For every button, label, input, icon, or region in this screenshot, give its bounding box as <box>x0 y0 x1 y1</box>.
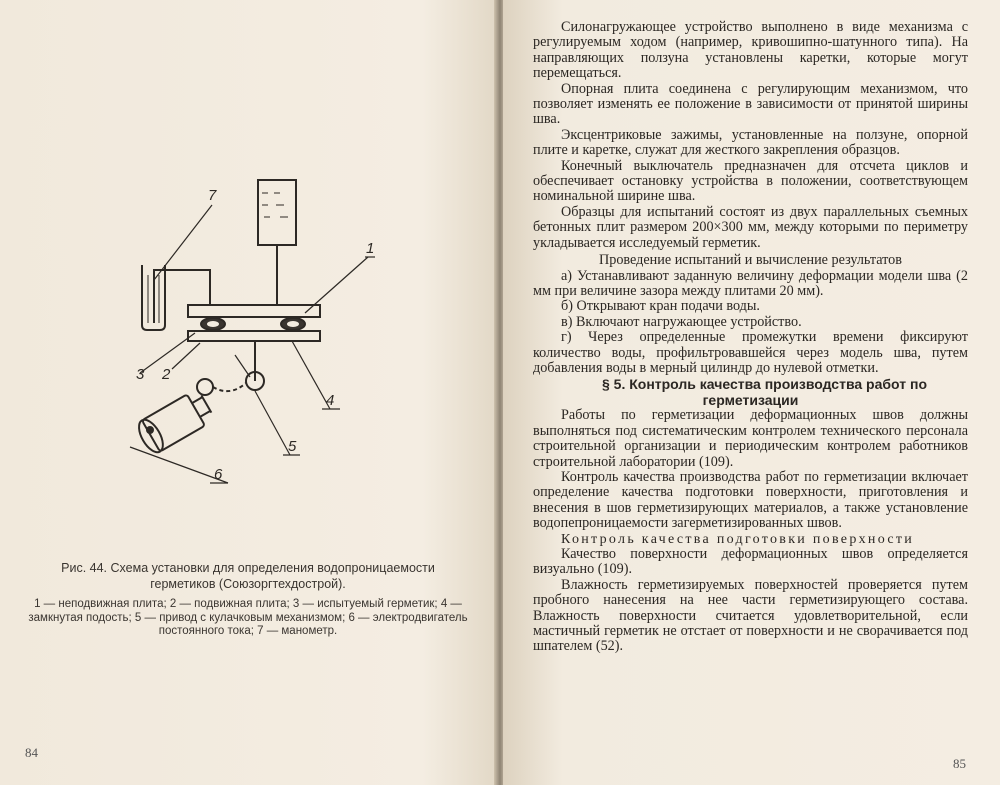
paragraph: Качество поверхности деформационных швов определяется визуально (109). <box>533 546 968 578</box>
paragraph: Влажность герметизируемых поверхностей проверяется путем пробного нанесения на нее части герметизирующего состава. Влажность поверхности считается удовлетворительной, если мастичный герметик не отстает от поверхности и не сворачивается под шпателем (52). <box>533 576 968 655</box>
figure-label-2: 2 <box>162 366 171 383</box>
right-page-text <box>533 20 968 655</box>
water-tank <box>258 180 296 245</box>
fixed-plate <box>188 305 320 317</box>
figure-44-diagram <box>100 165 400 505</box>
page-number-right: 85 <box>953 756 966 771</box>
apparatus-schematic <box>100 165 400 505</box>
procedure-step: б) Открывают кран подачи воды. <box>561 298 760 315</box>
figure-label-7: 7 <box>208 187 217 204</box>
electric-motor <box>134 388 215 456</box>
figure-label-4: 4 <box>326 392 335 409</box>
procedure-heading: Проведение испытаний и вычисление результатов <box>599 252 902 269</box>
movable-plate <box>188 331 320 341</box>
subsection-heading: Контроль качества подготовки поверхности <box>561 531 915 547</box>
figure-label-1: 1 <box>366 240 375 257</box>
paragraph: Контроль качества производства работ по герметизации включает определение качества подготовки поверхности, приготовления и внесения в шов герметизирующих материалов, а также установление водопепроницаемости загерметизированных швов. <box>533 468 968 532</box>
paragraph: Образцы для испытаний состоят из двух параллельных съемных бетонных плит размером 200×300 мм, между которыми по периметру укладывается исследуемый герметик. <box>533 203 968 251</box>
figure-caption: Рис. 44. Схема установки для определения водопроницаемости герметиков (Союзоргтехдострой). <box>61 561 435 591</box>
figure-label-5: 5 <box>288 438 297 455</box>
paragraph: Силонагружающее устройство выполнено в виде механизма с регулируемым ходом (например, кривошипно-шатунного типа). На направляющих ползуна установлены каретки, которые могут перемещаться. <box>533 19 968 82</box>
paragraph: Работы по герметизации деформационных швов должны выполняться под систематическим контролем технического персонала строительной организации и периодическим контролем работников строительной лаборатории (109). <box>533 407 968 470</box>
figure-legend: 1 — неподвижная плита; 2 — подвижная плита; 3 — испытуемый герметик; 4 — замкнутая подость; 5 — привод с кулачковым механизмом; 6 — электродвигатель постоянного тока; 7 — манометр. <box>28 598 468 637</box>
paragraph: Эксцентриковые зажимы, установленные на ползуне, опорной плите и каретке, служат для жесткого закрепления образцов. <box>533 126 968 159</box>
figure-label-3: 3 <box>136 366 145 383</box>
procedure-step: в) Включают нагружающее устройство. <box>561 313 802 330</box>
paragraph: Опорная плита соединена с регулирующим механизмом, что позволяет изменять ее положение в зависимости от принятой ширины шва. <box>533 80 968 128</box>
page-number-left: 84 <box>25 745 38 760</box>
figure-label-6: 6 <box>214 466 223 483</box>
paragraph: Конечный выключатель предназначен для отсчета циклов и обеспечивает остановку устройства в положении, соответствующем номинальной ширине шва. <box>533 157 968 205</box>
section-title: § 5. Контроль качества производства работ по герметизации <box>601 376 927 409</box>
procedure-step: г) Через определенные промежутки времени фиксируют количество воды, профильтровавшейся через модель шва, путем добавления воды в мерный цилиндр до нулевой отметки. <box>533 329 968 376</box>
left-page <box>0 0 497 785</box>
procedure-step: а) Устанавливают заданную величину деформации модели шва (2 мм при величине зазора между плитами 20 мм). <box>533 267 968 299</box>
